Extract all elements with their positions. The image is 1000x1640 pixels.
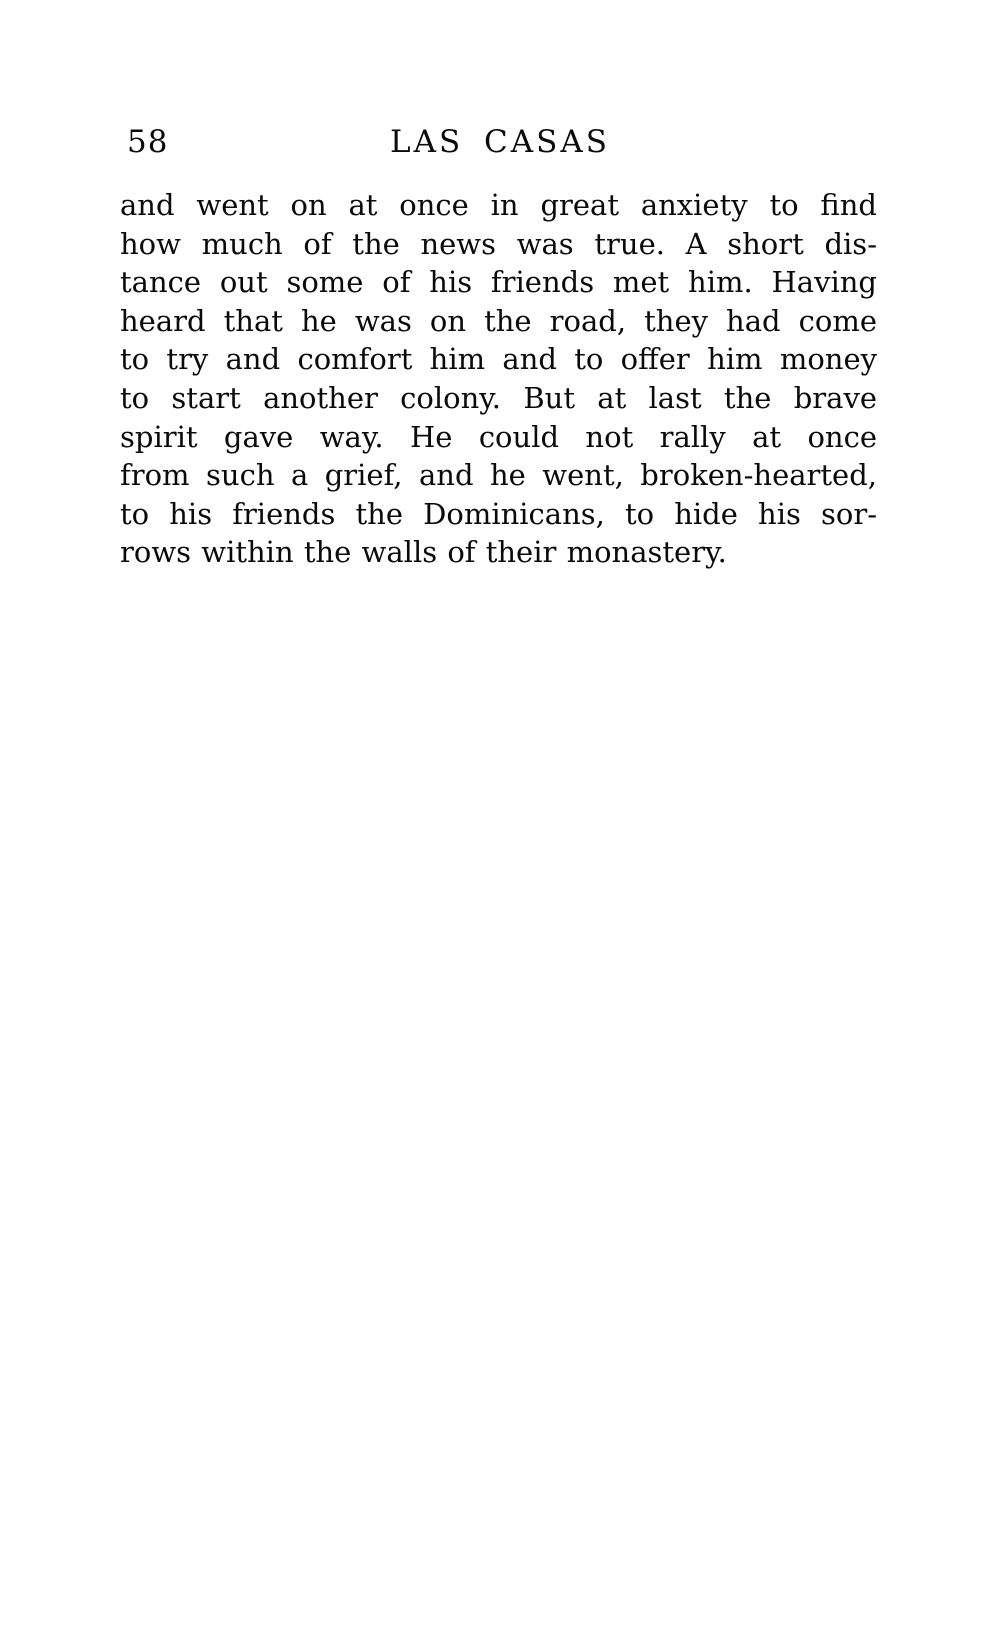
body-line: how much of the news was true. A short dis-	[120, 226, 877, 261]
body-line: and went on at once in great anxiety to find	[120, 188, 877, 222]
body-line: to start another colony. But at last the brave	[120, 380, 877, 415]
page-number: 58	[127, 124, 169, 160]
body-line: to his friends the Dominicans, to hide his sor-	[120, 496, 877, 531]
body-line: rows within the walls of their monastery.	[120, 535, 727, 570]
body-line: to try and comfort him and to offer him money	[120, 342, 877, 377]
page-header	[0, 124, 1000, 164]
running-title: LAS CASAS	[389, 124, 611, 160]
body-line: heard that he was on the road, they had come	[120, 303, 877, 338]
body-line: spirit gave way. He could not rally at once	[120, 419, 877, 454]
body-line: from such a grief, and he went, broken-hearted,	[120, 458, 877, 493]
body-paragraph	[120, 186, 877, 572]
body-line: tance out some of his friends met him. Having	[120, 265, 877, 300]
